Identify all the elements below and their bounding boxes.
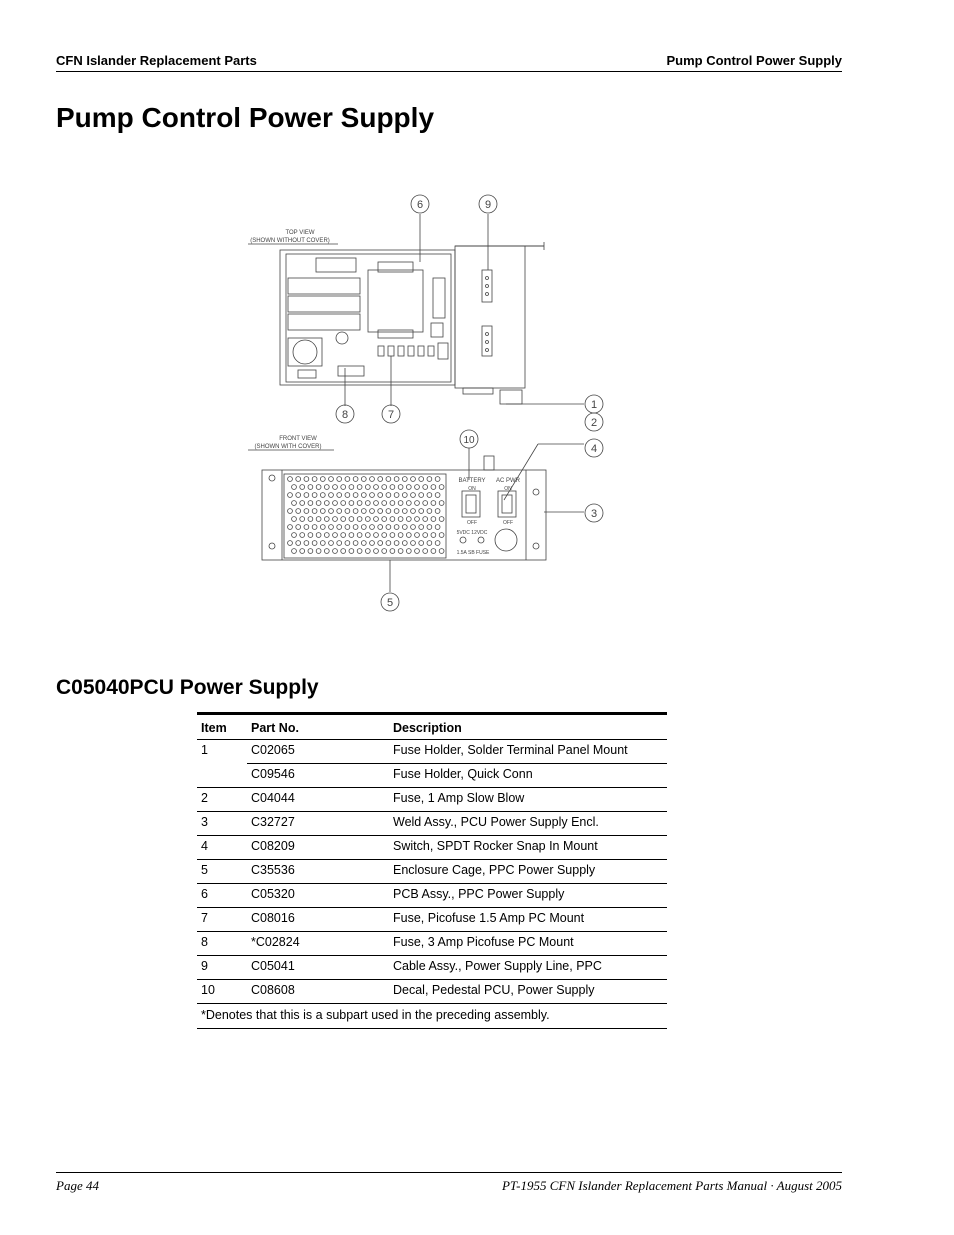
vent-hole (341, 517, 346, 522)
vent-hole (431, 517, 436, 522)
vent-hole (361, 541, 366, 546)
cell-part-no: C02065 (247, 740, 389, 764)
table-row (197, 884, 667, 908)
vent-hole (316, 549, 321, 554)
svg-text:8: 8 (341, 409, 349, 421)
vent-hole (390, 501, 395, 506)
vent-hole (390, 517, 395, 522)
vent-hole (345, 477, 350, 482)
vent-hole (431, 549, 436, 554)
vent-hole (378, 541, 383, 546)
cell-item: 7 (197, 908, 247, 932)
vent-hole (431, 485, 436, 490)
vent-hole (349, 517, 354, 522)
vent-hole (316, 533, 321, 538)
cell-part-no: C32727 (247, 812, 389, 836)
header-rule (56, 71, 842, 72)
vent-hole (439, 517, 444, 522)
vent-hole (374, 501, 379, 506)
vent-hole (394, 509, 399, 514)
vent-hole (394, 477, 399, 482)
ac-off-label: OFF (503, 520, 513, 526)
vent-hole (292, 549, 297, 554)
cell-description: Fuse, 1 Amp Slow Blow (389, 788, 667, 812)
table-row (197, 788, 667, 812)
svg-text:1: 1 (590, 399, 598, 411)
cell-part-no: C09546 (247, 764, 389, 788)
vent-hole (288, 525, 293, 530)
cell-item: 8 (197, 932, 247, 956)
vent-hole (427, 509, 432, 514)
callout-9 (479, 195, 497, 213)
svg-text:3: 3 (590, 508, 598, 520)
header-item: Item (197, 714, 247, 740)
vent-hole (411, 477, 416, 482)
cell-description: Weld Assy., PCU Power Supply Encl. (389, 812, 667, 836)
vent-hole (419, 477, 424, 482)
vent-hole (435, 477, 440, 482)
vent-hole (419, 493, 424, 498)
vent-hole (382, 517, 387, 522)
vent-hole (411, 509, 416, 514)
footer-rule (56, 1172, 842, 1173)
vent-hole (386, 477, 391, 482)
vent-hole (415, 533, 420, 538)
vent-hole (320, 541, 325, 546)
vent-hole (337, 509, 342, 514)
vent-hole (308, 517, 313, 522)
vent-hole (288, 541, 293, 546)
vent-hole (431, 533, 436, 538)
vent-hole (370, 493, 375, 498)
vent-hole (378, 477, 383, 482)
vent-hole (365, 517, 370, 522)
vent-hole (361, 477, 366, 482)
vent-hole (329, 525, 334, 530)
cell-item: 5 (197, 860, 247, 884)
vent-hole (439, 485, 444, 490)
ac-on-label: ON (504, 486, 512, 492)
vent-hole (398, 533, 403, 538)
vent-hole (349, 501, 354, 506)
vent-hole (423, 517, 428, 522)
section-title: C05040PCU Power Supply (56, 676, 319, 699)
table-row (197, 740, 667, 764)
vent-hole (292, 533, 297, 538)
power-supply-drawing (238, 188, 618, 616)
header-description: Description (389, 714, 667, 740)
vent-hole (382, 549, 387, 554)
page-title: Pump Control Power Supply (56, 102, 435, 133)
fuse-voltage-label: 5VDC 12VDC (456, 530, 488, 536)
pcb-board (280, 250, 455, 385)
callout-8 (336, 405, 354, 423)
cell-part-no: C08209 (247, 836, 389, 860)
vent-hole (415, 549, 420, 554)
vent-hole (415, 501, 420, 506)
vent-hole (406, 517, 411, 522)
vent-hole (382, 533, 387, 538)
vent-hole (394, 541, 399, 546)
vent-hole (333, 485, 338, 490)
vent-hole (300, 549, 305, 554)
vent-hole (357, 517, 362, 522)
vent-hole (390, 485, 395, 490)
svg-text:4: 4 (590, 443, 598, 455)
vent-hole (370, 541, 375, 546)
vent-hole (402, 541, 407, 546)
header-part-no: Part No. (247, 714, 389, 740)
vent-hole (419, 509, 424, 514)
vent-hole (288, 477, 293, 482)
cell-description: Decal, Pedestal PCU, Power Supply (389, 980, 667, 1004)
cell-description: Fuse, 3 Amp Picofuse PC Mount (389, 932, 667, 956)
vent-hole (386, 541, 391, 546)
vent-hole (296, 509, 301, 514)
vent-hole (300, 517, 305, 522)
front-view-label: FRONT VIEW (279, 436, 317, 442)
vent-hole (427, 477, 432, 482)
cell-item: 10 (197, 980, 247, 1004)
cell-item (197, 764, 247, 788)
vent-hole (365, 485, 370, 490)
vent-hole (415, 485, 420, 490)
vent-hole (357, 501, 362, 506)
vent-hole (394, 525, 399, 530)
vent-hole (320, 477, 325, 482)
vent-hole (292, 501, 297, 506)
cell-description: Cable Assy., Power Supply Line, PPC (389, 956, 667, 980)
vent-hole (320, 493, 325, 498)
vent-hole (296, 493, 301, 498)
footer-manual-title: PT-1955 CFN Islander Replacement Parts Manual · August 2005 (501, 1178, 842, 1193)
callout-6 (411, 195, 429, 213)
vent-hole (308, 549, 313, 554)
callout-3 (585, 504, 603, 522)
table-footnote: *Denotes that this is a subpart used in the preceding assembly. (197, 1004, 667, 1029)
svg-text:2: 2 (590, 417, 598, 429)
vent-hole (324, 501, 329, 506)
cell-part-no: C05041 (247, 956, 389, 980)
vent-hole (308, 533, 313, 538)
vent-hole (300, 501, 305, 506)
vent-hole (353, 477, 358, 482)
vent-hole (316, 517, 321, 522)
vent-hole (345, 541, 350, 546)
vent-hole (341, 549, 346, 554)
vent-hole (333, 549, 338, 554)
vent-hole (320, 509, 325, 514)
vent-hole (337, 477, 342, 482)
vent-hole (333, 533, 338, 538)
vent-hole (398, 501, 403, 506)
vent-hole (345, 493, 350, 498)
vent-hole (304, 525, 309, 530)
vent-hole (296, 477, 301, 482)
vent-hole (435, 509, 440, 514)
vent-hole (357, 485, 362, 490)
callout-1 (585, 395, 603, 413)
vent-hole (308, 501, 313, 506)
vent-hole (341, 533, 346, 538)
header-right: Pump Control Power Supply (666, 53, 842, 68)
table-row (197, 980, 667, 1004)
vent-hole (365, 549, 370, 554)
svg-text:9: 9 (484, 199, 492, 211)
vent-hole (390, 533, 395, 538)
vent-hole (312, 493, 317, 498)
vent-hole (337, 493, 342, 498)
vent-hole (353, 509, 358, 514)
vent-hole (439, 533, 444, 538)
vent-holes (288, 477, 444, 554)
vent-hole (423, 501, 428, 506)
top-view-label: TOP VIEW (285, 230, 315, 236)
vent-hole (365, 501, 370, 506)
vent-hole (411, 493, 416, 498)
vent-hole (435, 525, 440, 530)
vent-hole (402, 493, 407, 498)
vent-hole (361, 525, 366, 530)
vent-hole (374, 533, 379, 538)
vent-hole (423, 533, 428, 538)
vent-hole (406, 501, 411, 506)
vent-hole (374, 549, 379, 554)
cell-part-no: C08608 (247, 980, 389, 1004)
vent-hole (382, 485, 387, 490)
table-row (197, 908, 667, 932)
vent-hole (394, 493, 399, 498)
vent-hole (312, 477, 317, 482)
vent-hole (439, 501, 444, 506)
vent-hole (312, 525, 317, 530)
vent-hole (324, 533, 329, 538)
vent-hole (402, 477, 407, 482)
cell-description: PCB Assy., PPC Power Supply (389, 884, 667, 908)
callout-5 (381, 593, 399, 611)
footer-page-number: Page 44 (56, 1178, 99, 1193)
vent-hole (316, 501, 321, 506)
vent-hole (345, 509, 350, 514)
svg-text:5: 5 (386, 597, 394, 609)
cell-description: Fuse Holder, Quick Conn (389, 764, 667, 788)
vent-hole (292, 485, 297, 490)
vent-hole (296, 525, 301, 530)
vent-hole (341, 485, 346, 490)
cell-item: 9 (197, 956, 247, 980)
header-left: CFN Islander Replacement Parts (56, 53, 257, 68)
vent-hole (427, 525, 432, 530)
table-row (197, 932, 667, 956)
vent-hole (329, 509, 334, 514)
vent-hole (386, 509, 391, 514)
vent-hole (406, 485, 411, 490)
front-view-sublabel: (SHOWN WITH COVER) (254, 444, 322, 450)
svg-text:7: 7 (387, 409, 395, 421)
vent-hole (308, 485, 313, 490)
vent-hole (349, 485, 354, 490)
vent-hole (402, 525, 407, 530)
vent-hole (386, 493, 391, 498)
svg-text:10: 10 (463, 435, 475, 446)
vent-hole (300, 485, 305, 490)
vent-hole (329, 493, 334, 498)
cell-description: Switch, SPDT Rocker Snap In Mount (389, 836, 667, 860)
vent-hole (312, 541, 317, 546)
vent-hole (406, 533, 411, 538)
vent-hole (435, 493, 440, 498)
cell-item: 6 (197, 884, 247, 908)
vent-hole (300, 533, 305, 538)
vent-hole (423, 485, 428, 490)
cell-item: 1 (201, 743, 208, 757)
vent-hole (341, 501, 346, 506)
vent-hole (411, 541, 416, 546)
vent-hole (370, 525, 375, 530)
table-row (197, 860, 667, 884)
parts-table (197, 712, 667, 1029)
vent-hole (378, 525, 383, 530)
table-row (197, 956, 667, 980)
vent-hole (431, 501, 436, 506)
vent-hole (349, 533, 354, 538)
cell-part-no: C35536 (247, 860, 389, 884)
callout-7 (382, 405, 400, 423)
vent-hole (427, 493, 432, 498)
vent-hole (304, 493, 309, 498)
vent-hole (288, 493, 293, 498)
cell-item: 3 (197, 812, 247, 836)
vent-hole (423, 549, 428, 554)
vent-hole (353, 525, 358, 530)
vent-hole (361, 493, 366, 498)
vent-hole (439, 549, 444, 554)
ac-switch-label: AC PWR (496, 478, 520, 484)
vent-hole (398, 517, 403, 522)
table-row (197, 764, 667, 788)
vent-hole (361, 509, 366, 514)
vent-hole (386, 525, 391, 530)
vent-hole (398, 549, 403, 554)
vent-hole (304, 541, 309, 546)
vent-hole (419, 541, 424, 546)
vent-hole (370, 477, 375, 482)
vent-hole (333, 501, 338, 506)
vent-hole (382, 501, 387, 506)
vent-hole (296, 541, 301, 546)
vent-hole (353, 493, 358, 498)
vent-hole (353, 541, 358, 546)
vent-hole (312, 509, 317, 514)
vent-hole (390, 549, 395, 554)
vent-hole (324, 517, 329, 522)
cell-part-no: *C02824 (247, 932, 389, 956)
top-view-sublabel: (SHOWN WITHOUT COVER) (250, 238, 330, 244)
transformer (368, 270, 423, 332)
cell-item: 4 (197, 836, 247, 860)
vent-hole (329, 541, 334, 546)
cell-description: Fuse, Picofuse 1.5 Amp PC Mount (389, 908, 667, 932)
callout-2 (585, 413, 603, 431)
vent-hole (378, 509, 383, 514)
cell-part-no: C08016 (247, 908, 389, 932)
table-header-row (197, 714, 667, 740)
battery-off-label: OFF (467, 520, 477, 526)
vent-hole (374, 517, 379, 522)
vent-hole (365, 533, 370, 538)
vent-hole (329, 477, 334, 482)
vent-hole (370, 509, 375, 514)
vent-hole (374, 485, 379, 490)
cell-description: Fuse Holder, Solder Terminal Panel Mount (389, 740, 667, 764)
cell-item: 2 (197, 788, 247, 812)
battery-switch-label: BATTERY (458, 478, 486, 484)
vent-hole (292, 517, 297, 522)
callout-10 (460, 430, 478, 448)
vent-hole (411, 525, 416, 530)
vent-hole (435, 541, 440, 546)
cell-part-no: C05320 (247, 884, 389, 908)
cell-description: Enclosure Cage, PPC Power Supply (389, 860, 667, 884)
vent-hole (337, 525, 342, 530)
vent-hole (337, 541, 342, 546)
battery-on-label: ON (468, 486, 476, 492)
vent-hole (316, 485, 321, 490)
svg-text:6: 6 (416, 199, 424, 211)
vent-hole (357, 533, 362, 538)
vent-hole (333, 517, 338, 522)
vent-hole (304, 477, 309, 482)
vent-hole (419, 525, 424, 530)
fuse-rating-label: 1.5A SB FUSE (456, 550, 490, 556)
vent-hole (402, 509, 407, 514)
vent-hole (357, 549, 362, 554)
vent-hole (324, 485, 329, 490)
vent-hole (288, 509, 293, 514)
fuse-holder (495, 529, 517, 551)
vent-hole (415, 517, 420, 522)
cell-part-no: C04044 (247, 788, 389, 812)
vent-hole (304, 509, 309, 514)
table-row (197, 812, 667, 836)
vent-hole (345, 525, 350, 530)
table-row (197, 836, 667, 860)
vent-hole (324, 549, 329, 554)
vent-hole (378, 493, 383, 498)
vent-hole (427, 541, 432, 546)
callout-4 (585, 439, 603, 457)
vent-hole (349, 549, 354, 554)
vent-hole (398, 485, 403, 490)
vent-hole (406, 549, 411, 554)
vent-hole (320, 525, 325, 530)
